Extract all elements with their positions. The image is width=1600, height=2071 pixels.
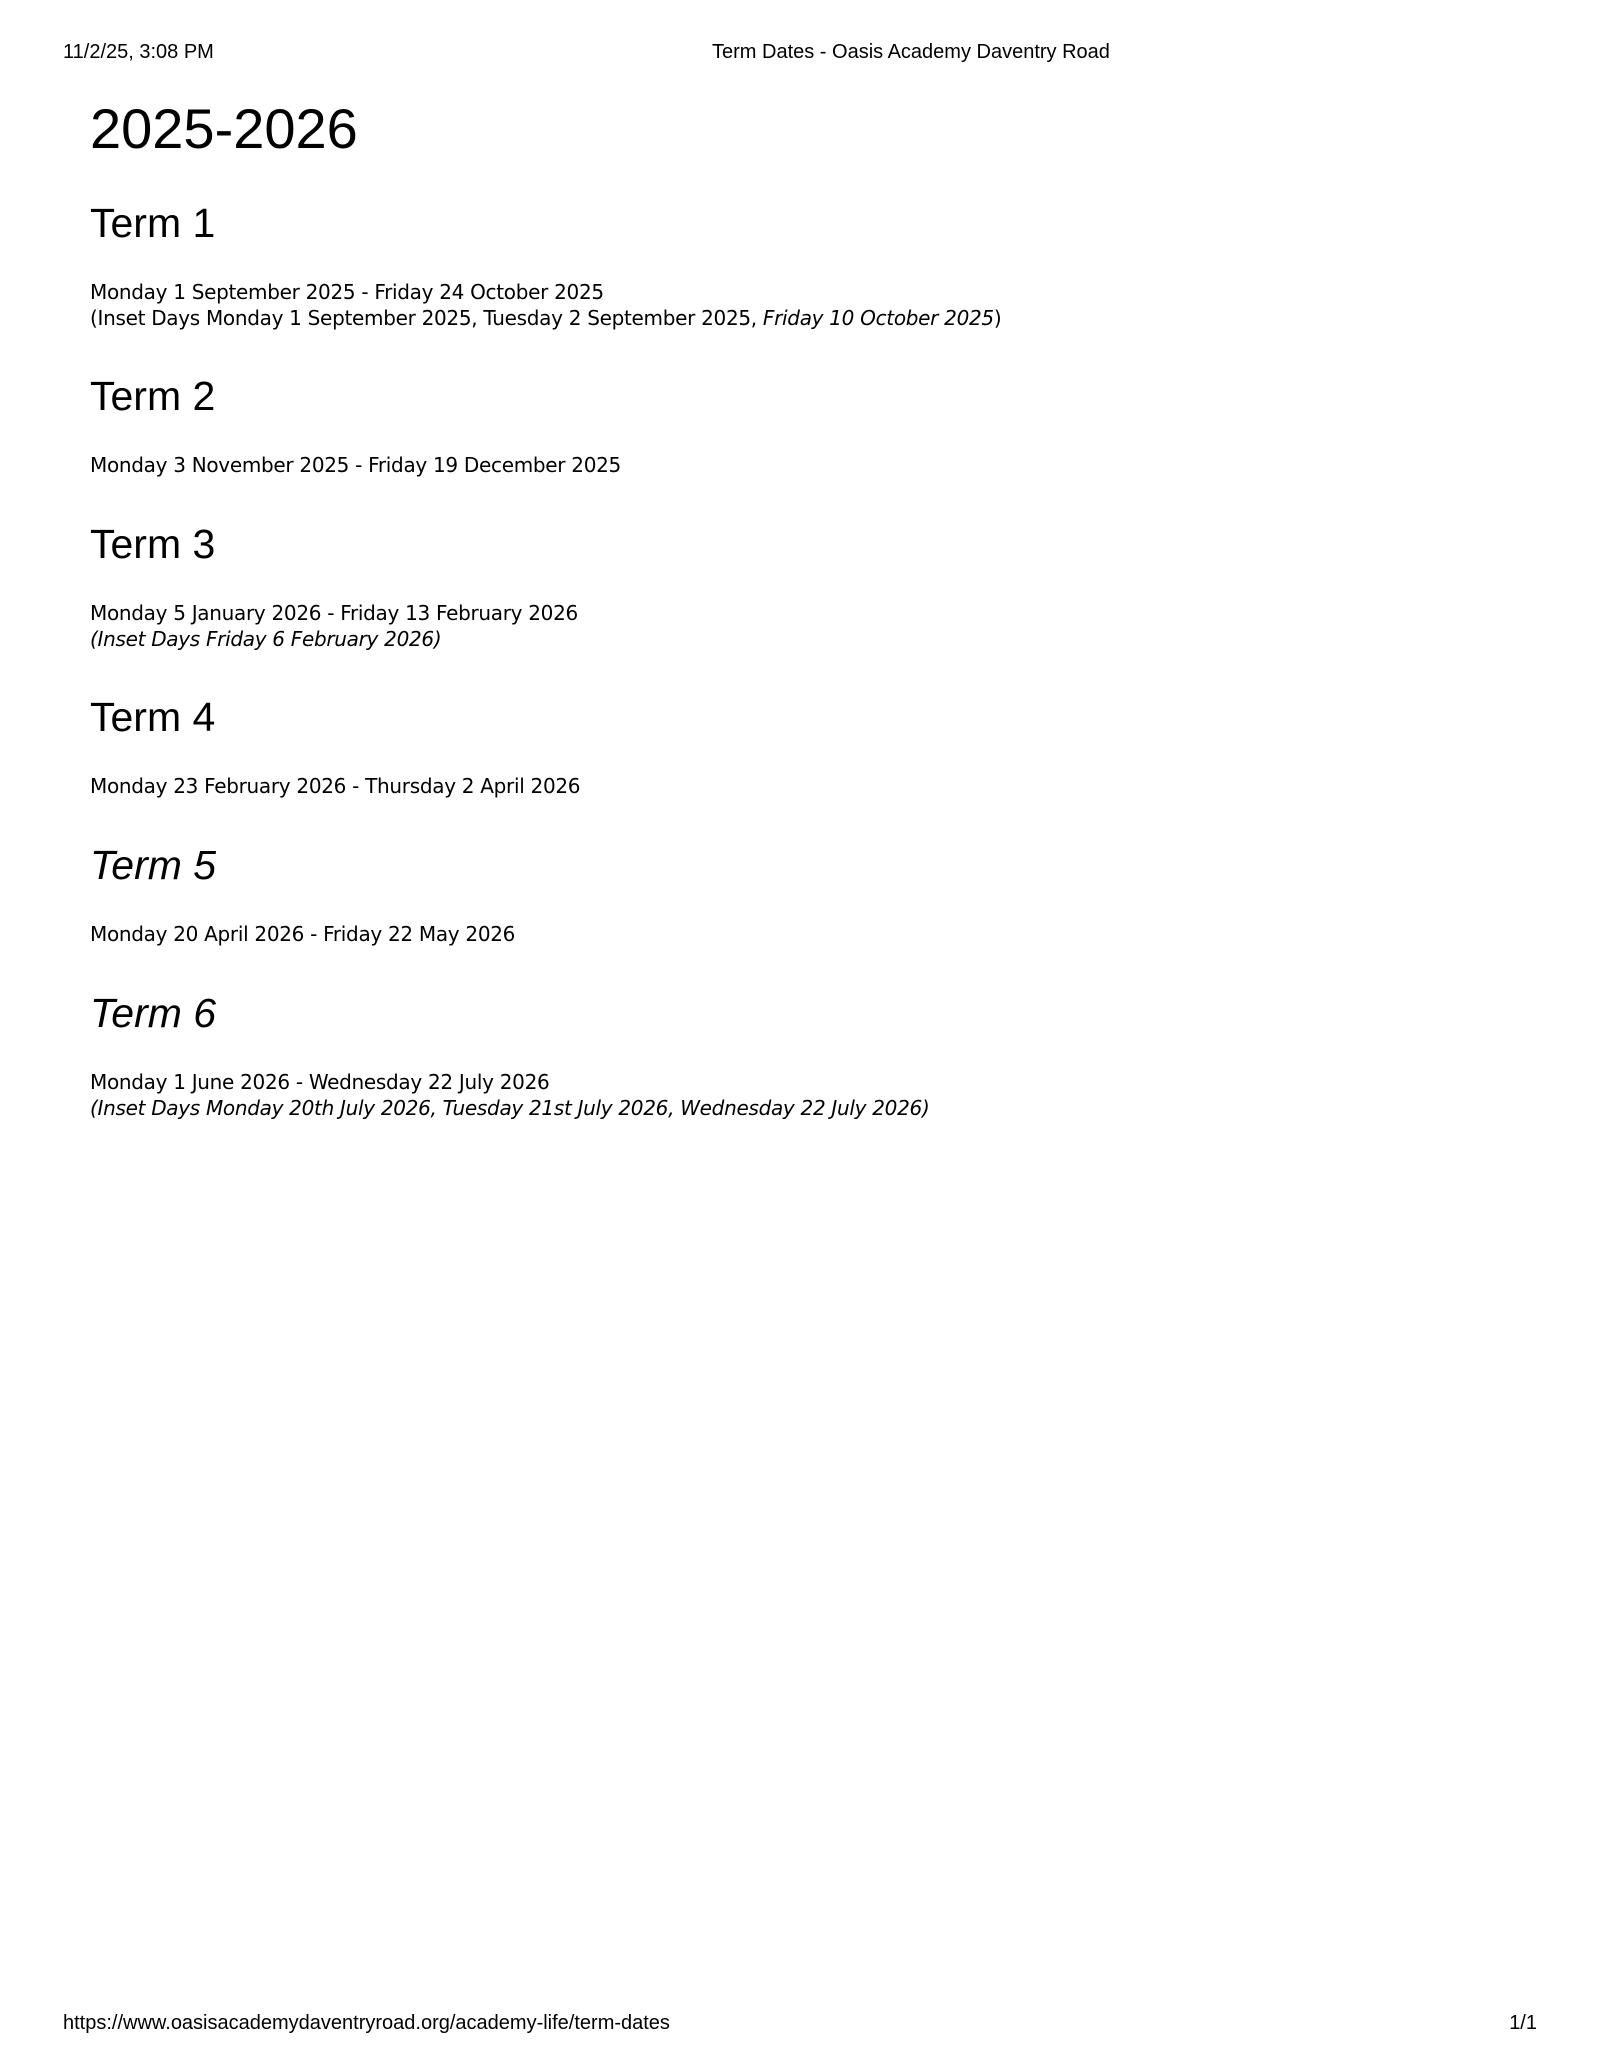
term-dates: Monday 20 April 2026 - Friday 22 May 2026 (90, 922, 516, 946)
term-dates: Monday 5 January 2026 - Friday 13 February 2026 (90, 601, 578, 625)
inset-days-text: (Inset Days Monday 1 September 2025, Tuesday 2 September 2025, (90, 306, 763, 330)
inset-days-note: (Inset Days Monday 20th July 2026, Tuesday 21st July 2026, Wednesday 22 July 2026) (90, 1096, 930, 1120)
term-heading: Term 3 (90, 521, 216, 567)
print-datetime: 11/2/25, 3:08 PM (63, 41, 214, 63)
term-4-section (90, 692, 1490, 799)
term-heading: Term 2 (90, 373, 216, 419)
term-dates: Monday 1 June 2026 - Wednesday 22 July 2026 (90, 1070, 550, 1094)
term-heading: Term 6 (90, 990, 217, 1036)
term-dates: Monday 1 September 2025 - Friday 24 October 2025 (90, 280, 604, 304)
academic-year-heading: 2025-2026 (90, 97, 358, 160)
term-heading: Term 4 (90, 694, 216, 740)
inset-days-note (90, 305, 1490, 331)
page-url: https://www.oasisacademydaventryroad.org/academy-life/term-dates (63, 2012, 670, 2034)
term-dates: Monday 3 November 2025 - Friday 19 December 2025 (90, 453, 621, 477)
print-page-title: Term Dates - Oasis Academy Daventry Road (712, 41, 1110, 63)
term-1-section (90, 198, 1490, 331)
term-heading: Term 5 (90, 842, 217, 888)
term-2-section (90, 371, 1490, 478)
term-dates: Monday 23 February 2026 - Thursday 2 April 2026 (90, 774, 581, 798)
term-5-section (90, 840, 1490, 947)
term-3-section (90, 519, 1490, 652)
main-content (90, 96, 1490, 1121)
term-heading: Term 1 (90, 200, 216, 246)
page-number: 1/1 (1509, 2012, 1537, 2034)
inset-days-close: ) (993, 306, 1002, 330)
inset-days-note: (Inset Days Friday 6 February 2026) (90, 627, 442, 651)
term-6-section (90, 988, 1490, 1121)
inset-days-italic-text: Friday 10 October 2025 (762, 306, 994, 330)
